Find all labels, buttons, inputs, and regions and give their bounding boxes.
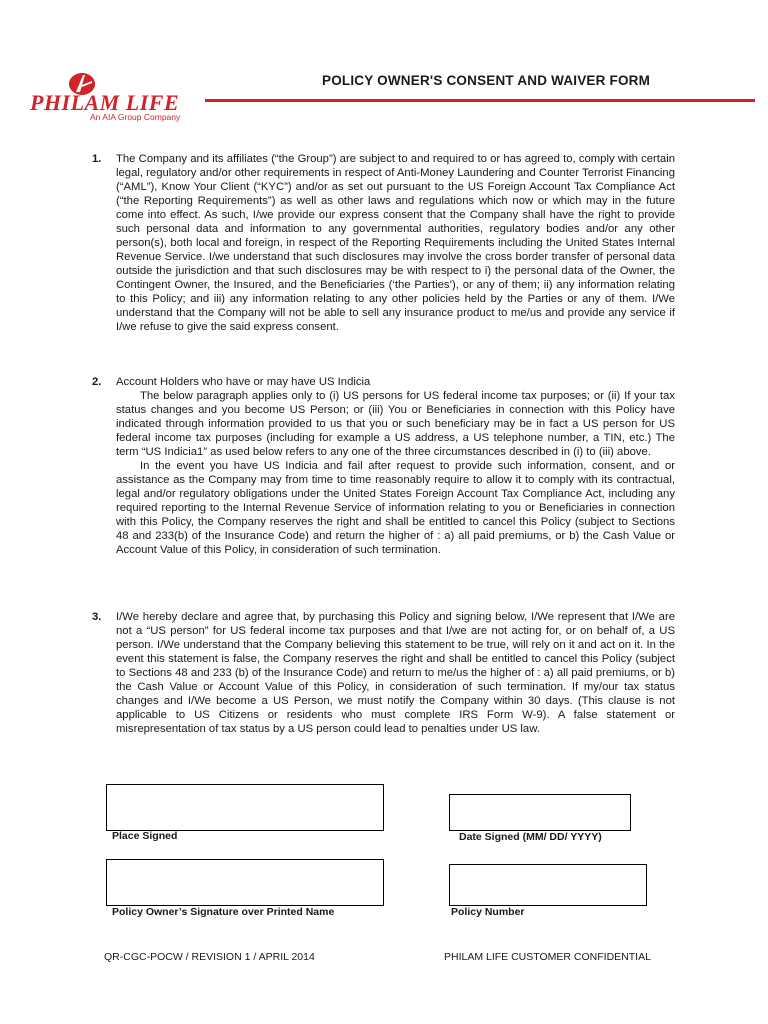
policy-number-field[interactable]	[449, 864, 647, 906]
header-divider	[205, 99, 755, 102]
philam-life-logo	[30, 72, 220, 124]
policy-number-label: Policy Number	[451, 906, 525, 918]
section-paragraph: The below paragraph applies only to (i) US persons for US federal income tax purposes; or (ii) If your tax status changes and you become US Person; or (iii) You or Beneficiaries in connection with this Policy have indicated through information provided to us that you or such beneficiary may be in fact a US person for US federal income tax purposes (including for example a US address, a US telephone number, a TIN, etc.) The term “US Indicia1” as used below refers to any one of the three circumstances described in (i) to (iii) above.	[116, 390, 675, 458]
section-2	[92, 375, 675, 557]
section-paragraph: In the event you have US Indicia and fail after request to provide such information, consent, and or assistance as the Company may from time to time reasonably require to allow it to comply with its contractual, legal and/or regulatory obligations under the United States Foreign Account Tax Compliance Act, including any required reporting to the Internal Revenue Service of information relating to you or Beneficiaries in connection with this Policy, the Company reserves the right and shall be entitled to cancel this Policy (subject to Sections 48 and 233(b) of the Insurance Code) and return the higher of : a) all paid premiums, or b) the Cash Value or Account Value of this Policy, in consideration of such termination.	[116, 460, 675, 556]
place-signed-label: Place Signed	[112, 830, 178, 842]
section-3	[92, 610, 675, 736]
signature-label: Policy Owner’s Signature over Printed Name	[112, 906, 335, 918]
section-number: 2.	[92, 376, 102, 388]
section-paragraph: The Company and its affiliates (“the Group”) are subject to and required to or has agreed to, comply with certain legal, regulatory and/or other requirements in respect of Anti-Money Laundering and Counter Terrorist Financing (“AML”), Know Your Client (“KYC”) and/or as set out pursuant to the US Foreign Account Tax Compliance Act (“the Reporting Requirements”) as well as other laws and regulations which now or which may in the future come into effect. As such, I/we provide our express consent that the Company shall have the right to provide such personal data and information to any governmental authorities, regulatory bodies and/or any other person(s), both local and foreign, in respect of the Reporting Requirements including the United States Internal Revenue Service. I/we understand that such disclosures may involve the cross border transfer of personal data outside the jurisdiction and that such disclosures may be with respect to i) the personal data of the Owner, the Contingent Owner, the Insured, and the Beneficiaries (‘the Parties’), or any of them; ii) any information relating to this Policy; and iii) any information relating to any other policies held by the Parties or any of them. I/We understand that the Company will not be able to sell any insurance product to me/us and provide any service if I/we refuse to give the said express consent.	[116, 153, 675, 333]
form-code: QR-CGC-POCW / REVISION 1 / APRIL 2014	[104, 951, 315, 963]
section-number: 3.	[92, 611, 102, 623]
logo-wordmark: PHILAM LIFE	[30, 90, 180, 115]
section-number: 1.	[92, 153, 102, 165]
signature-field[interactable]	[106, 859, 384, 906]
date-signed-label: Date Signed (MM/ DD/ YYYY)	[459, 831, 602, 843]
section-1	[92, 152, 675, 334]
confidentiality-notice: PHILAM LIFE CUSTOMER CONFIDENTIAL	[444, 951, 651, 963]
form-title: POLICY OWNER'S CONSENT AND WAIVER FORM	[322, 73, 651, 88]
date-signed-field[interactable]	[449, 794, 631, 831]
section-heading: Account Holders who have or may have US Indicia	[116, 376, 371, 388]
logo-tagline: An AIA Group Company	[90, 112, 181, 122]
place-signed-field[interactable]	[106, 784, 384, 831]
section-paragraph: I/We hereby declare and agree that, by purchasing this Policy and signing below, I/We represent that I/We are not a “US person” for US federal income tax purposes and that I/we are not acting for, or on behalf of, a US person. I/We understand that the Company believing this statement to be true, will rely on it and act on it. In the event this statement is false, the Company reserves the right and shall be entitled to cancel this Policy (subject to Sections 48 and 233 (b) of the Insurance Code) and return to me/us the higher of : a) all paid premiums, or b) the Cash Value or Account Value of this Policy, in consideration of such termination. If my/our tax status changes and I/We become a US Person, we must notify the Company within 30 days. (This clause is not applicable to US Citizens or residents who must complete IRS Form W-9). A false statement or misrepresentation of tax status by a US person could lead to penalties under US law.	[116, 611, 675, 735]
